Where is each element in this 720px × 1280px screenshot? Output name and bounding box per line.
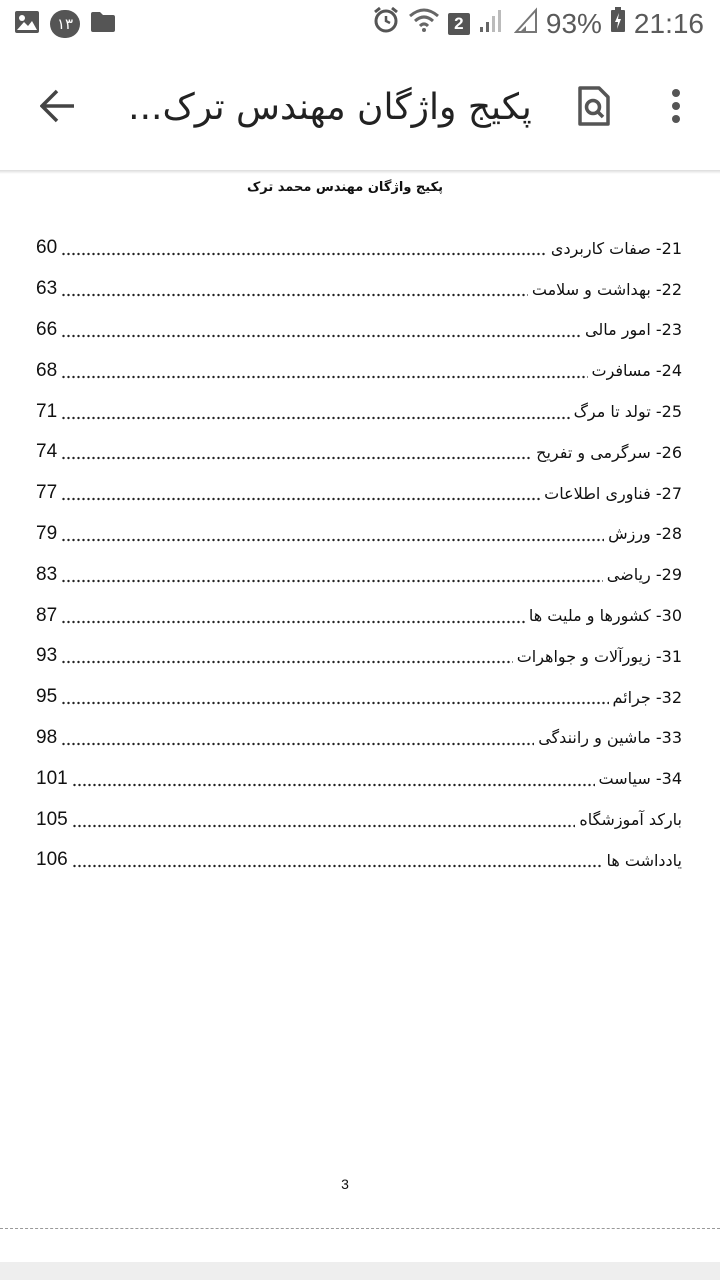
toc-label: 28- ورزش	[608, 524, 682, 544]
toc-row	[36, 391, 682, 432]
toc-page-number: 60	[36, 237, 58, 259]
next-page-preview[interactable]	[0, 1262, 720, 1280]
toc-label: 29- ریاضی	[606, 565, 682, 585]
toc-row	[36, 228, 682, 269]
toc-label: 31- زیورآلات و جواهرات	[516, 646, 682, 666]
toc-row	[36, 473, 682, 514]
signal-icon-secondary	[514, 7, 538, 40]
toc-leader-dots	[72, 810, 576, 830]
more-vert-icon	[671, 88, 681, 128]
toc-leader-dots	[72, 850, 603, 870]
find-in-document-button[interactable]	[566, 80, 622, 136]
toc-leader-dots	[61, 646, 513, 666]
toc-leader-dots	[61, 606, 525, 626]
toc-label: 27- فناوری اطلاعات	[544, 483, 682, 503]
toc-row	[36, 554, 682, 595]
toc-page-number: 66	[36, 318, 58, 340]
notification-count-badge: ۱۳	[50, 10, 80, 38]
toc-page-number: 95	[36, 686, 58, 708]
status-bar	[0, 0, 720, 48]
status-notifications	[14, 10, 116, 38]
toc-label: بارکد آموزشگاه	[579, 810, 682, 830]
toc-row	[36, 636, 682, 677]
gallery-icon	[14, 10, 40, 38]
find-in-page-icon	[577, 86, 611, 130]
toc-page-number: 87	[36, 604, 58, 626]
folder-icon	[90, 11, 116, 37]
page-divider	[0, 1228, 720, 1229]
table-of-contents	[36, 228, 682, 881]
toc-label: 24- مسافرت	[591, 361, 682, 381]
toc-leader-dots	[61, 687, 608, 707]
toc-label: 21- صفات کاربردی	[550, 238, 682, 258]
toc-label: یادداشت ها	[606, 850, 682, 870]
toc-leader-dots	[61, 320, 581, 340]
toc-row	[36, 432, 682, 473]
back-button[interactable]	[30, 80, 86, 136]
toc-page-number: 101	[36, 767, 68, 789]
toc-leader-dots	[72, 769, 595, 789]
toc-page-number: 74	[36, 441, 58, 463]
toc-page-number: 68	[36, 359, 58, 381]
toc-label: 22- بهداشت و سلامت	[531, 279, 682, 299]
toc-leader-dots	[61, 279, 528, 299]
toc-page-number: 106	[36, 849, 68, 871]
toc-leader-dots	[61, 524, 604, 544]
toc-label: 32- جرائم	[612, 687, 682, 707]
toc-leader-dots	[61, 483, 540, 503]
toc-label: 34- سیاست	[598, 769, 682, 789]
toc-page-number: 93	[36, 645, 58, 667]
toc-row	[36, 758, 682, 799]
toc-leader-dots	[61, 402, 569, 422]
toc-row	[36, 840, 682, 881]
battery-percent: 93%	[545, 7, 602, 39]
toc-row	[36, 350, 682, 391]
toc-page-number: 98	[36, 726, 58, 748]
arrow-back-icon	[40, 89, 76, 127]
status-system	[372, 6, 704, 41]
toc-page-number: 77	[36, 482, 58, 504]
clock: 21:16	[633, 7, 704, 39]
toc-label: 23- امور مالی	[585, 320, 682, 340]
toc-page-number: 83	[36, 563, 58, 585]
toc-label: 25- تولد تا مرگ	[573, 402, 682, 422]
page-number: 3	[341, 1176, 349, 1192]
toc-label: 30- کشورها و ملیت ها	[528, 606, 682, 626]
app-bar	[0, 48, 720, 170]
document-header: پکیج واژگان مهندس محمد ترک	[246, 180, 444, 195]
toc-label: 26- سرگرمی و تفریح	[536, 442, 682, 462]
overflow-menu-button[interactable]	[654, 80, 698, 136]
document-title: پکیج واژگان مهندس ترک...	[128, 87, 532, 128]
toc-page-number: 63	[36, 278, 58, 300]
sim-slot-badge: 2	[448, 13, 470, 35]
toc-row	[36, 718, 682, 759]
toc-row	[36, 514, 682, 555]
toc-leader-dots	[61, 361, 587, 381]
toc-row	[36, 595, 682, 636]
toc-row	[36, 799, 682, 840]
toc-label: 33- ماشین و رانندگی	[538, 728, 682, 748]
signal-icon	[478, 7, 506, 40]
toc-leader-dots	[61, 565, 603, 585]
battery-icon	[610, 7, 626, 40]
toc-row	[36, 677, 682, 718]
toc-page-number: 105	[36, 808, 68, 830]
document-page[interactable]	[0, 174, 720, 1228]
toc-row	[36, 269, 682, 310]
toc-row	[36, 310, 682, 351]
toc-page-number: 71	[36, 400, 58, 422]
toc-leader-dots	[61, 728, 534, 748]
alarm-icon	[372, 6, 400, 41]
wifi-icon	[408, 7, 440, 40]
toc-leader-dots	[61, 442, 532, 462]
toc-leader-dots	[61, 238, 547, 258]
toc-page-number: 79	[36, 522, 58, 544]
